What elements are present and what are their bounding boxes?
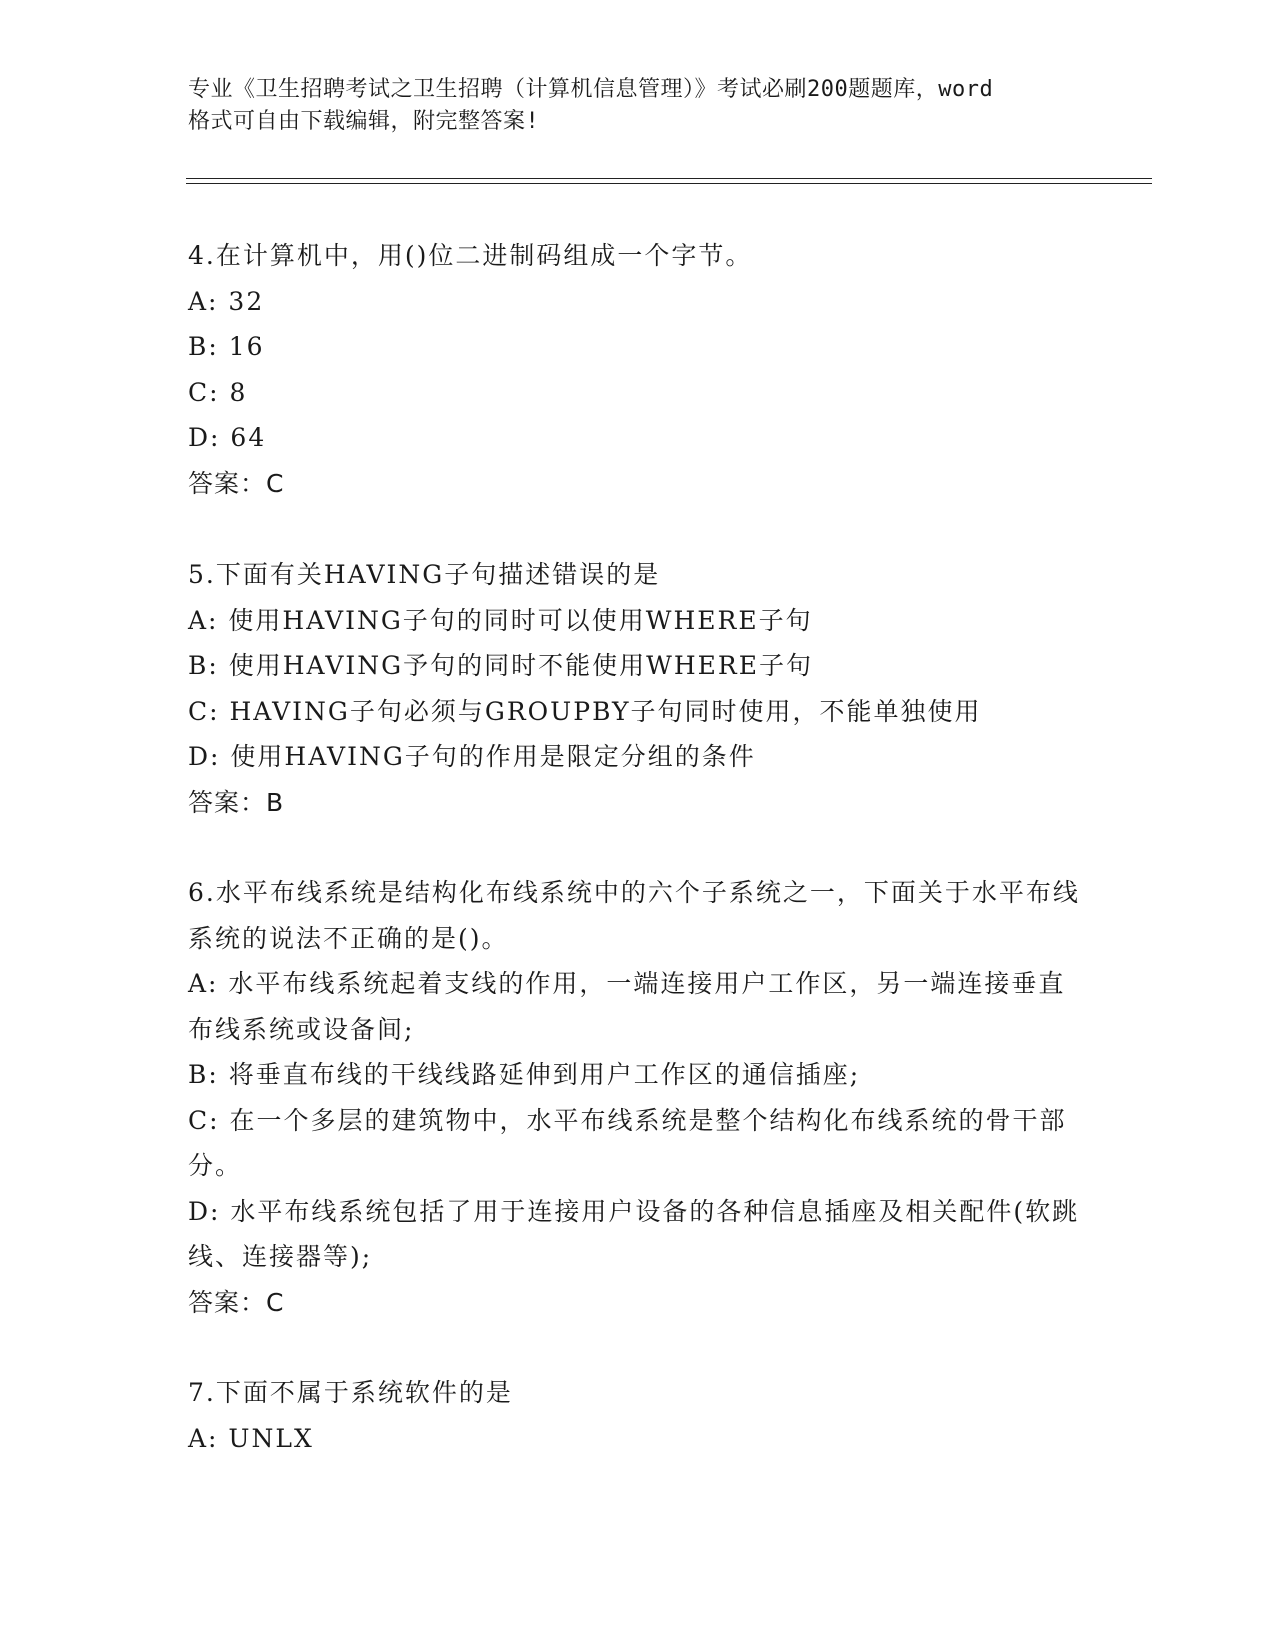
option-b: B: 将垂直布线的干线线路延伸到用户工作区的通信插座; bbox=[188, 1060, 861, 1089]
option-d: D: 64 bbox=[188, 423, 267, 452]
document-header bbox=[188, 74, 1088, 138]
option-d: D: 使用HAVING子句的作用是限定分组的条件 bbox=[188, 742, 756, 771]
answer: 答案：B bbox=[188, 787, 285, 817]
answer: 答案：C bbox=[188, 468, 285, 498]
question-stem: 7.下面不属于系统软件的是 bbox=[188, 1378, 513, 1407]
option-c: C: 8 bbox=[188, 377, 248, 407]
question-stem: 5.下面有关HAVING子句描述错误的是 bbox=[188, 560, 661, 589]
option-b: B: 16 bbox=[188, 332, 265, 361]
question-4 bbox=[188, 233, 1088, 506]
option-c: C: 在一个多层的建筑物中，水平布线系统是整个结构化布线系统的骨干部分。 bbox=[188, 1105, 1067, 1180]
question-7 bbox=[188, 1370, 1088, 1461]
option-d: D: 水平布线系统包括了用于连接用户设备的各种信息插座及相关配件(软跳线、连接器等); bbox=[188, 1196, 1080, 1271]
option-a: A: 32 bbox=[188, 286, 265, 316]
question-stem: 4.在计算机中，用()位二进制码组成一个字节。 bbox=[188, 241, 753, 270]
option-a: A: 使用HAVING子句的同时可以使用WHERE子句 bbox=[188, 605, 813, 635]
question-5 bbox=[188, 552, 1088, 825]
option-a: A: UNLX bbox=[188, 1423, 314, 1453]
header-divider-bottom bbox=[186, 183, 1152, 184]
question-6 bbox=[188, 870, 1088, 1325]
option-b: B: 使用HAVING予句的同时不能使用WHERE子句 bbox=[188, 651, 813, 680]
answer: 答案：C bbox=[188, 1287, 285, 1317]
header-line-1: 专业《卫生招聘考试之卫生招聘（计算机信息管理）》考试必刷200题题库，word bbox=[188, 77, 994, 102]
header-line-2: 格式可自由下载编辑，附完整答案! bbox=[188, 109, 540, 134]
option-c: C: HAVING子句必须与GROUPBY子句同时使用，不能单独使用 bbox=[188, 696, 982, 726]
question-stem: 6.水平布线系统是结构化布线系统中的六个子系统之一，下面关于水平布线系统的说法不正确的是()。 bbox=[188, 878, 1080, 953]
header-divider-top bbox=[186, 178, 1152, 179]
option-a: A: 水平布线系统起着支线的作用，一端连接用户工作区，另一端连接垂直布线系统或设备间; bbox=[188, 969, 1066, 1044]
